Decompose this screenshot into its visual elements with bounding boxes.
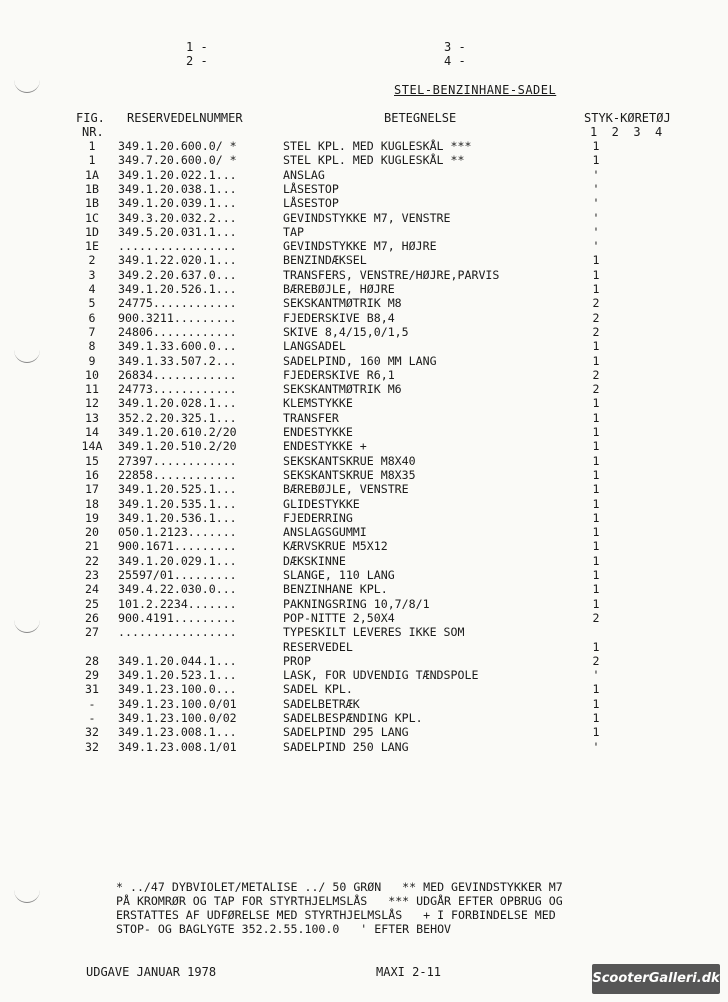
quantity-cell: 2 <box>592 296 600 311</box>
col-header-nr: NR. <box>82 125 104 139</box>
model-label: MAXI 2-11 <box>376 965 442 979</box>
fig-cell: - <box>88 696 96 711</box>
description-cell: BÆREBØJLE, VENSTRE <box>283 482 409 497</box>
description-cell: ANSLAGSGUMMI <box>283 525 367 540</box>
description-cell: SLANGE, 110 LANG <box>283 568 395 582</box>
quantity-cell: 1 <box>592 339 600 354</box>
description-cell: SADELPIND, 160 MM LANG <box>283 353 437 368</box>
table-row <box>0 182 728 196</box>
fig-cell: 1 <box>88 139 96 153</box>
fig-cell: 13 <box>85 410 99 425</box>
part-number-cell: 349.1.20.610.2/20 <box>118 425 237 439</box>
quantity-cell: 1 <box>592 453 600 468</box>
description-cell: LANGSADEL <box>283 339 346 354</box>
table-row <box>0 468 728 482</box>
quantity-cell: ' <box>592 181 600 196</box>
fig-cell: 20 <box>85 525 99 540</box>
quantity-cell: 1 <box>592 153 600 168</box>
part-number-cell: 349.1.20.038.1... <box>118 181 237 196</box>
table-row <box>0 425 728 439</box>
part-number-cell: 349.1.20.536.1... <box>118 510 237 525</box>
description-cell: SADELPIND 295 LANG <box>283 725 409 740</box>
quantity-cell: 1 <box>592 553 600 568</box>
fig-cell: 9 <box>88 353 96 368</box>
description-cell: TRANSFER <box>283 410 339 425</box>
table-row <box>0 396 728 410</box>
fig-cell: 29 <box>85 668 99 683</box>
fig-cell: 26 <box>85 610 99 625</box>
part-number-cell: 349.1.20.039.1... <box>118 196 237 211</box>
description-cell: LÅSESTOP <box>283 196 339 211</box>
part-number-cell: 349.1.23.008.1/01 <box>118 739 237 754</box>
part-number-cell: 900.4191......... <box>118 610 237 625</box>
part-number-cell: 349.1.20.526.1... <box>118 282 237 296</box>
footnote-line: ERSTATTES AF UDFØRELSE MED STYRTHJELMSLÅS + I FORBINDELSE MED <box>116 908 556 922</box>
quantity-cell: ' <box>592 210 600 225</box>
description-cell: SADELBESPÆNDING KPL. <box>283 711 423 725</box>
part-number-cell: 24773............ <box>118 382 237 397</box>
part-number-cell: 349.1.20.044.1... <box>118 653 237 668</box>
quantity-cell: 1 <box>592 525 600 540</box>
table-row <box>0 625 728 639</box>
description-cell: SADEL KPL. <box>283 682 353 697</box>
fig-cell: 1B <box>85 181 99 196</box>
description-cell: DÆKSKINNE <box>283 553 346 568</box>
fig-cell: 10 <box>85 367 99 382</box>
description-cell: SEKSKANTSKRUE M8X35 <box>283 467 416 482</box>
part-number-cell: 24806............ <box>118 324 237 339</box>
part-number-cell: 349.4.22.030.0... <box>118 582 237 597</box>
description-cell: PROP <box>283 653 311 668</box>
table-row <box>0 525 728 539</box>
table-row <box>0 582 728 596</box>
col-header-qty-sub: 1 2 3 4 <box>590 125 663 139</box>
fig-cell: - <box>88 711 96 725</box>
fig-cell: 32 <box>85 725 99 740</box>
description-cell: KLEMSTYKKE <box>283 396 353 411</box>
table-row <box>0 439 728 453</box>
fig-cell: 12 <box>85 396 99 411</box>
description-cell: ENDESTYKKE <box>283 425 353 439</box>
fig-cell: 4 <box>88 282 96 296</box>
fig-cell: 1D <box>85 224 99 239</box>
description-cell: GEVINDSTYKKE M7, HØJRE <box>283 239 437 254</box>
quantity-cell: 1 <box>592 396 600 411</box>
description-cell: TRANSFERS, VENSTRE/HØJRE,PARVIS <box>283 267 500 282</box>
table-row <box>0 411 728 425</box>
description-cell: GLIDESTYKKE <box>283 496 360 511</box>
table-row <box>0 711 728 725</box>
fig-cell: 1 <box>88 153 96 168</box>
part-number-cell: ................. <box>118 239 237 254</box>
description-cell: SEKSKANTSKRUE M8X40 <box>283 453 416 468</box>
description-cell: KÆRVSKRUE M5X12 <box>283 539 388 554</box>
part-number-cell: 349.1.33.507.2... <box>118 353 237 368</box>
fig-cell: 2 <box>88 253 96 268</box>
part-number-cell: 349.5.20.031.1... <box>118 224 237 239</box>
fig-cell: 1A <box>85 167 99 182</box>
fig-cell: 32 <box>85 739 99 754</box>
part-number-cell: 349.1.20.535.1... <box>118 496 237 511</box>
table-row <box>0 511 728 525</box>
fig-cell: 28 <box>85 653 99 668</box>
description-cell: TAP <box>283 224 304 239</box>
quantity-cell: 1 <box>592 682 600 697</box>
quantity-cell: 2 <box>592 310 600 325</box>
description-cell: BÆREBØJLE, HØJRE <box>283 282 395 296</box>
page-marker-4: 4 - <box>444 54 466 68</box>
part-number-cell: 25597/01......... <box>118 568 237 582</box>
page-marker-1: 1 - <box>186 40 208 54</box>
fig-cell: 1C <box>85 210 99 225</box>
fig-cell: 19 <box>85 510 99 525</box>
table-row <box>0 640 728 654</box>
quantity-cell: 1 <box>592 711 600 725</box>
quantity-cell: 1 <box>592 582 600 597</box>
section-title: STEL-BENZINHANE-SADEL <box>394 83 557 97</box>
quantity-cell: 1 <box>592 639 600 654</box>
footnote-line: * ../47 DYBVIOLET/METALISE ../ 50 GRØN ** MED GEVINDSTYKKER M7 <box>116 880 563 894</box>
quantity-cell: 1 <box>592 139 600 153</box>
table-row <box>0 211 728 225</box>
fig-cell: 27 <box>85 625 99 640</box>
part-number-cell: 349.1.23.100.0/01 <box>118 696 237 711</box>
description-cell: SADELPIND 250 LANG <box>283 739 409 754</box>
punch-hole-mark <box>14 78 40 93</box>
quantity-cell: 2 <box>592 610 600 625</box>
table-row <box>0 196 728 210</box>
quantity-cell: 1 <box>592 596 600 611</box>
quantity-cell: 1 <box>592 425 600 439</box>
part-number-cell: 349.7.20.600.0/ * <box>118 153 237 168</box>
part-number-cell: 352.2.20.325.1... <box>118 410 237 425</box>
part-number-cell: 349.1.20.022.1... <box>118 167 237 182</box>
table-row <box>0 239 728 253</box>
part-number-cell: 24775............ <box>118 296 237 311</box>
footnote-line: PÅ KROMRØR OG TAP FOR STYRTHJELMSLÅS *** UDGÅR EFTER OPBRUG OG <box>116 894 563 908</box>
part-number-cell: 349.1.20.028.1... <box>118 396 237 411</box>
fig-cell: 17 <box>85 482 99 497</box>
quantity-cell: 1 <box>592 725 600 740</box>
description-cell: STEL KPL. MED KUGLESKÅL ** <box>283 153 465 168</box>
table-row <box>0 325 728 339</box>
quantity-cell: 2 <box>592 653 600 668</box>
table-row <box>0 554 728 568</box>
part-number-cell: 349.1.20.523.1... <box>118 668 237 683</box>
table-row <box>0 697 728 711</box>
part-number-cell: 26834............ <box>118 367 237 382</box>
description-cell: GEVINDSTYKKE M7, VENSTRE <box>283 210 451 225</box>
quantity-cell: 1 <box>592 282 600 296</box>
col-header-part: RESERVEDELNUMMER <box>127 111 243 125</box>
part-number-cell: 349.1.23.008.1... <box>118 725 237 740</box>
table-row <box>0 268 728 282</box>
quantity-cell: ' <box>592 196 600 211</box>
description-cell: SADELBETRÆK <box>283 696 360 711</box>
fig-cell: 1B <box>85 196 99 211</box>
fig-cell: 14A <box>81 439 103 454</box>
quantity-cell: 1 <box>592 496 600 511</box>
table-row <box>0 597 728 611</box>
part-number-cell: 349.1.23.100.0/02 <box>118 711 237 725</box>
table-row <box>0 454 728 468</box>
punch-hole-mark <box>14 888 40 903</box>
table-row <box>0 539 728 553</box>
fig-cell: 18 <box>85 496 99 511</box>
edition-label: UDGAVE JANUAR 1978 <box>86 965 217 979</box>
table-row <box>0 368 728 382</box>
part-number-cell: ................. <box>118 625 237 640</box>
fig-cell: 5 <box>88 296 96 311</box>
fig-cell: 23 <box>85 568 99 582</box>
table-row <box>0 740 728 754</box>
description-cell: FJEDERSKIVE B8,4 <box>283 310 395 325</box>
page-marker-2: 2 - <box>186 54 208 68</box>
fig-cell: 31 <box>85 682 99 697</box>
fig-cell: 7 <box>88 324 96 339</box>
fig-cell: 21 <box>85 539 99 554</box>
quantity-cell: 1 <box>592 539 600 554</box>
table-row <box>0 311 728 325</box>
fig-cell: 25 <box>85 596 99 611</box>
fig-cell: 15 <box>85 453 99 468</box>
table-row <box>0 354 728 368</box>
table-row <box>0 253 728 267</box>
table-row <box>0 282 728 296</box>
fig-cell: 3 <box>88 267 96 282</box>
part-number-cell: 349.3.20.032.2... <box>118 210 237 225</box>
table-row <box>0 296 728 310</box>
fig-cell: 16 <box>85 467 99 482</box>
part-number-cell: 349.1.22.020.1... <box>118 253 237 268</box>
part-number-cell: 349.2.20.637.0... <box>118 267 237 282</box>
description-cell: POP-NITTE 2,50X4 <box>283 610 395 625</box>
description-cell: PAKNINGSRING 10,7/8/1 <box>283 596 430 611</box>
quantity-cell: 1 <box>592 467 600 482</box>
description-cell: TYPESKILT LEVERES IKKE SOM <box>283 625 465 640</box>
part-number-cell: 349.1.20.029.1... <box>118 553 237 568</box>
description-cell: SKIVE 8,4/15,0/1,5 <box>283 324 409 339</box>
description-cell: FJEDERSKIVE R6,1 <box>283 367 395 382</box>
table-row <box>0 139 728 153</box>
description-cell: BENZINDÆKSEL <box>283 253 367 268</box>
quantity-cell: 1 <box>592 696 600 711</box>
quantity-cell: ' <box>592 224 600 239</box>
quantity-cell: 1 <box>592 510 600 525</box>
description-cell: BENZINHANE KPL. <box>283 582 388 597</box>
part-number-cell: 349.1.20.510.2/20 <box>118 439 237 454</box>
fig-cell: 6 <box>88 310 96 325</box>
description-cell: LÅSESTOP <box>283 181 339 196</box>
part-number-cell: 101.2.2234....... <box>118 596 237 611</box>
part-number-cell: 900.3211......... <box>118 310 237 325</box>
quantity-cell: 1 <box>592 410 600 425</box>
description-cell: SEKSKANTMØTRIK M8 <box>283 296 402 311</box>
col-header-qty: STYK-KØRETØJ <box>584 111 671 125</box>
page-marker-3: 3 - <box>444 40 466 54</box>
watermark-logo: ScooterGalleri.dk <box>592 964 720 994</box>
description-cell: STEL KPL. MED KUGLESKÅL *** <box>283 139 472 153</box>
table-row <box>0 497 728 511</box>
table-row <box>0 654 728 668</box>
quantity-cell: ' <box>592 668 600 683</box>
table-row <box>0 668 728 682</box>
part-number-cell: 349.1.23.100.0... <box>118 682 237 697</box>
part-number-cell: 349.1.20.600.0/ * <box>118 139 237 153</box>
quantity-cell: 1 <box>592 482 600 497</box>
quantity-cell: 1 <box>592 439 600 454</box>
table-row <box>0 611 728 625</box>
fig-cell: 11 <box>85 382 99 397</box>
quantity-cell: 1 <box>592 353 600 368</box>
fig-cell: 8 <box>88 339 96 354</box>
description-cell: LASK, FOR UDVENDIG TÆNDSPOLE <box>283 668 479 683</box>
fig-cell: 24 <box>85 582 99 597</box>
description-cell: ENDESTYKKE + <box>283 439 367 454</box>
quantity-cell: 1 <box>592 568 600 582</box>
table-row <box>0 382 728 396</box>
col-header-fig: FIG. <box>76 111 105 125</box>
table-row <box>0 568 728 582</box>
quantity-cell: 2 <box>592 382 600 397</box>
table-row <box>0 153 728 167</box>
quantity-cell: ' <box>592 167 600 182</box>
fig-cell: 22 <box>85 553 99 568</box>
quantity-cell: 2 <box>592 367 600 382</box>
fig-cell: 1E <box>85 239 99 254</box>
part-number-cell: 27397............ <box>118 453 237 468</box>
footnote-line: STOP- OG BAGLYGTE 352.2.55.100.0 ' EFTER BEHOV <box>116 922 452 936</box>
part-number-cell: 050.1.2123....... <box>118 525 237 540</box>
description-cell: FJEDERRING <box>283 510 353 525</box>
quantity-cell: 2 <box>592 324 600 339</box>
part-number-cell: 349.1.20.525.1... <box>118 482 237 497</box>
part-number-cell: 349.1.33.600.0... <box>118 339 237 354</box>
table-row <box>0 168 728 182</box>
quantity-cell: ' <box>592 239 600 254</box>
quantity-cell: 1 <box>592 253 600 268</box>
quantity-cell: 1 <box>592 267 600 282</box>
description-cell: SEKSKANTMØTRIK M6 <box>283 382 402 397</box>
description-cell: ANSLAG <box>283 167 325 182</box>
table-row <box>0 339 728 353</box>
col-header-desc: BETEGNELSE <box>384 111 457 125</box>
fig-cell: 14 <box>85 425 99 439</box>
part-number-cell: 900.1671......... <box>118 539 237 554</box>
quantity-cell: ' <box>592 739 600 754</box>
description-cell: RESERVEDEL <box>283 639 353 654</box>
part-number-cell: 22858............ <box>118 467 237 482</box>
table-row <box>0 682 728 696</box>
table-row <box>0 725 728 739</box>
table-row <box>0 482 728 496</box>
table-row <box>0 225 728 239</box>
